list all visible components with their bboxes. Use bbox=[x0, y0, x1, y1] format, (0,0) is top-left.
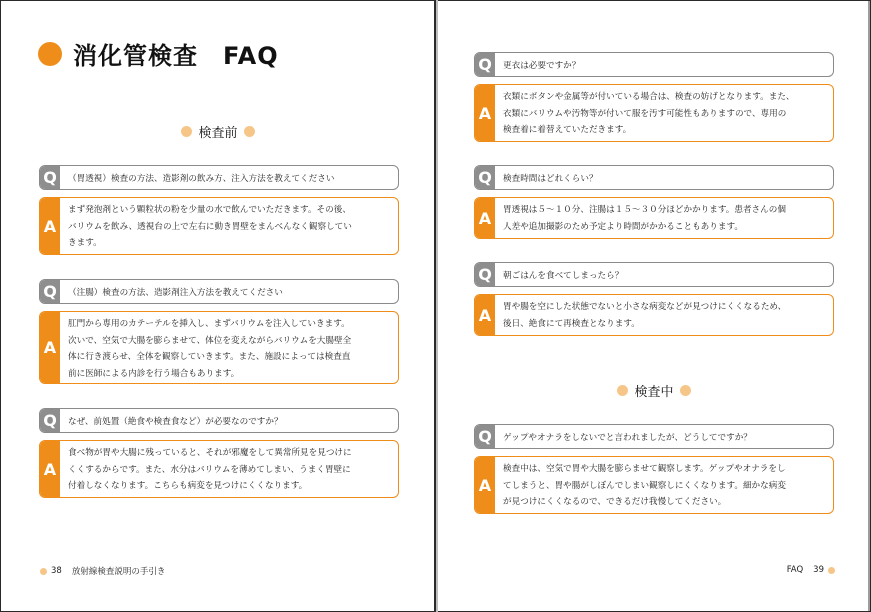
answer-box bbox=[39, 311, 399, 384]
question-box bbox=[474, 424, 834, 449]
section-label: 検査中 bbox=[634, 385, 674, 400]
answer-line: 検査中は、空気で胃や大腸を膨らませて観察します。ゲップやオナラをし bbox=[503, 464, 786, 474]
right-footer bbox=[787, 565, 835, 575]
q-badge: Q bbox=[475, 425, 495, 448]
a-badge: A bbox=[40, 312, 60, 383]
answer-box bbox=[474, 84, 834, 142]
answer-text bbox=[503, 461, 827, 511]
answer-line: くくするからです。また、水分はバリウムを薄めてしまい、うまく胃壁に bbox=[68, 464, 351, 475]
q-badge: Q bbox=[40, 166, 60, 189]
answer-line: 肛門から専用のカテーテルを挿入し、まずバリウムを注入していきます。 bbox=[68, 319, 350, 329]
question-box bbox=[39, 165, 399, 190]
answer-line: 前に医師による内診を行う場合もあります。 bbox=[68, 368, 240, 379]
page-number: 38 bbox=[51, 566, 62, 576]
section-dot-icon bbox=[244, 126, 255, 137]
answer-text bbox=[68, 445, 392, 495]
answer-line: てしまうと、胃や腸がしぼんでしまい観察しにくくなります。細かな病変 bbox=[503, 480, 786, 491]
a-badge: A bbox=[40, 441, 60, 497]
section-dot-icon bbox=[181, 126, 192, 137]
right-edge bbox=[868, 1, 870, 611]
page-title bbox=[38, 36, 279, 71]
title-bullet-icon bbox=[38, 42, 62, 66]
section-dot-icon bbox=[680, 385, 691, 396]
footer-dot-icon bbox=[40, 568, 47, 575]
answer-line: 胃透視は５～１０分、注腸は１５～３０分ほどかかります。患者さんの個 bbox=[503, 205, 786, 215]
question-box bbox=[39, 408, 399, 433]
q-badge: Q bbox=[475, 166, 495, 189]
answer-line: 付着しなくなります。こちらも病変を見つけにくくなります。 bbox=[68, 481, 308, 491]
section-during-exam bbox=[554, 381, 754, 400]
question-text: 検査時間はどれくらい？ bbox=[503, 173, 598, 184]
answer-line: バリウムを飲み、透視台の上で左右に動き胃壁をまんべんなく観察してい bbox=[68, 221, 352, 232]
question-text: なぜ、前処置（絶食や検査食など）が必要なのですか？ bbox=[68, 416, 283, 427]
q-badge: Q bbox=[40, 409, 60, 432]
answer-text bbox=[503, 89, 827, 139]
question-text: （胃透視）検査の方法、造影剤の飲み方、注入方法を教えてください bbox=[68, 173, 335, 184]
question-text: ゲップやオナラをしないでと言われましたが、どうしてですか？ bbox=[503, 432, 752, 443]
section-before-exam bbox=[118, 122, 318, 141]
answer-text bbox=[503, 202, 827, 235]
answer-line: 次いで、空気で大腸を膨らませて、体位を変えながらバリウムを大腸壁全 bbox=[68, 335, 352, 346]
answer-line: 後日、絶食にて再検査となります。 bbox=[503, 318, 640, 329]
footer-text: 放射線検査説明の手引き bbox=[71, 567, 166, 577]
answer-text bbox=[68, 316, 392, 382]
question-box bbox=[39, 279, 399, 304]
answer-line: まず発泡剤という顆粒状の粉を少量の水で飲んでいただきます。その後、 bbox=[68, 205, 351, 215]
answer-line: 衣類にボタンや金属等が付いている場合は、検査の妨げとなります。また、 bbox=[503, 92, 795, 102]
left-footer bbox=[40, 565, 165, 577]
q-badge: Q bbox=[475, 263, 495, 286]
answer-box bbox=[39, 197, 399, 255]
section-label: 検査前 bbox=[198, 126, 238, 141]
answer-line: 食べ物が胃や大腸に残っていると、それが邪魔をして異常所見を見つけに bbox=[68, 448, 352, 458]
answer-line: 体に行き渡らせ、全体を観察していきます。また、施設によっては検査直 bbox=[68, 352, 351, 362]
answer-box bbox=[474, 197, 834, 239]
answer-line: きます。 bbox=[68, 238, 102, 248]
footer-dot-icon bbox=[828, 567, 835, 574]
a-badge: A bbox=[475, 295, 495, 335]
spine-shadow bbox=[436, 0, 438, 612]
question-box bbox=[474, 52, 834, 77]
answer-line: 胃や腸を空にした状態でないと小さな病変などが見つけにくくなるため、 bbox=[503, 302, 787, 312]
answer-text bbox=[68, 202, 392, 252]
answer-line: 検査着に着替えていただきます。 bbox=[503, 125, 632, 135]
footer-label: FAQ bbox=[786, 565, 804, 575]
a-badge: A bbox=[475, 85, 495, 141]
a-badge: A bbox=[475, 457, 495, 513]
section-dot-icon bbox=[617, 385, 628, 396]
question-text: 朝ごはんを食べてしまったら？ bbox=[503, 270, 624, 281]
title-text: 消化管検査 FAQ bbox=[73, 42, 279, 70]
answer-line: 人差や追加撮影のため予定より時間がかかることもあります。 bbox=[503, 221, 743, 232]
question-text: 更衣は必要ですか？ bbox=[503, 60, 581, 71]
a-badge: A bbox=[40, 198, 60, 254]
page-number: 39 bbox=[813, 565, 824, 575]
question-box bbox=[474, 262, 834, 287]
answer-box bbox=[39, 440, 399, 498]
answer-line: 衣類にバリウムや汚物等が付いて服を汚す可能性もありますので、専用の bbox=[503, 108, 787, 119]
q-badge: Q bbox=[475, 53, 495, 76]
a-badge: A bbox=[475, 198, 495, 238]
question-text: （注腸）検査の方法、造影剤注入方法を教えてください bbox=[68, 287, 283, 298]
question-box bbox=[474, 165, 834, 190]
answer-text bbox=[503, 299, 827, 332]
answer-box bbox=[474, 294, 834, 336]
answer-box bbox=[474, 456, 834, 514]
answer-line: が見つけにくくなるので、できるだけ我慢してください。 bbox=[503, 497, 727, 507]
q-badge: Q bbox=[40, 280, 60, 303]
